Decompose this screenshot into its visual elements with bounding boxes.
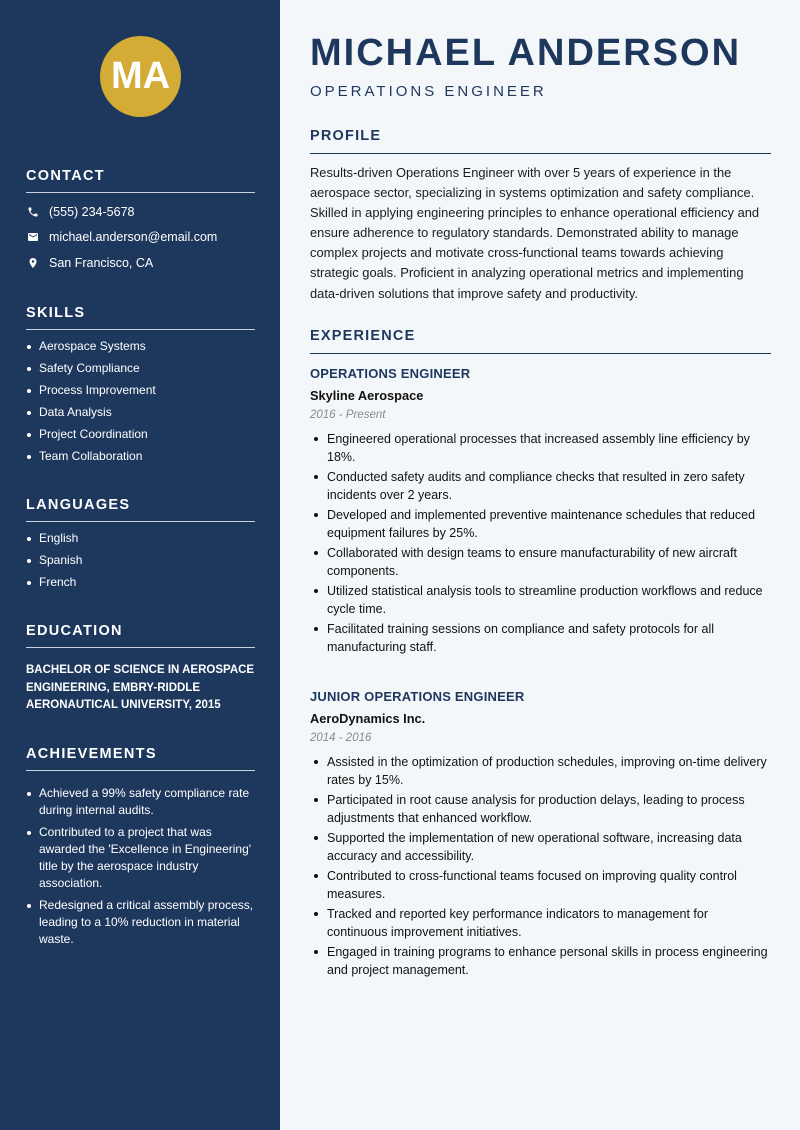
education-text: BACHELOR OF SCIENCE IN AEROSPACE ENGINEERING, EMBRY-RIDDLE AERONAUTICAL UNIVERSITY, 2015: [26, 664, 255, 711]
candidate-title: OPERATIONS ENGINEER: [310, 83, 547, 100]
skill-item: Data Analysis: [26, 404, 255, 421]
job-bullet: Contributed to cross-functional teams focused on improving quality control measures.: [310, 867, 771, 903]
job-bullet: Assisted in the optimization of production schedules, improving on-time delivery rates by 15%.: [310, 753, 771, 789]
contact-section: [26, 168, 255, 276]
job-bullet: Conducted safety audits and compliance checks that resulted in zero safety incidents over 2 years.: [310, 468, 771, 504]
sidebar: [0, 0, 280, 1130]
company-name: AeroDynamics Inc.: [310, 711, 426, 726]
job-bullet: Participated in root cause analysis for production delays, leading to process adjustments that enhanced workflow.: [310, 791, 771, 827]
job-title: OPERATIONS ENGINEER: [310, 366, 471, 381]
skill-item: Project Coordination: [26, 426, 255, 443]
job-bullet: Facilitated training sessions on compliance and safety protocols for all manufacturing staff.: [310, 620, 771, 656]
skills-list: [26, 338, 255, 465]
profile-text: Results-driven Operations Engineer with over 5 years of experience in the aerospace sector, specializing in systems optimization and safety compliance. Skilled in applying engineering principles to enhance operational efficiency and ensure adherence to regulatory standards. Demonstrated ability to manage complex projects and motivate cross-functional teams towards achieving strategic goals. Proficient in analyzing operational metrics and implementing data-driven solutions that improve safety and productivity.: [310, 165, 760, 301]
job-entry: [310, 366, 771, 658]
contact-location: [26, 250, 255, 276]
contact-phone: [26, 199, 255, 225]
job-bullet: Tracked and reported key performance indicators to management for continuous improvement initiatives.: [310, 905, 771, 941]
language-item: French: [26, 574, 255, 591]
achievement-item: Redesigned a critical assembly process, leading to a 10% reduction in material waste.: [26, 897, 255, 948]
experience-heading: EXPERIENCE: [310, 328, 771, 354]
language-item: English: [26, 530, 255, 547]
education-heading: EDUCATION: [26, 623, 255, 648]
job-bullet: Developed and implemented preventive maintenance schedules that reduced equipment failures by 25%.: [310, 506, 771, 542]
job-bullet: Supported the implementation of new operational software, increasing data accuracy and accessibility.: [310, 829, 771, 865]
job-bullets: [310, 753, 771, 979]
job-bullet: Engineered operational processes that increased assembly line efficiency by 18%.: [310, 430, 771, 466]
education-section: [26, 623, 255, 715]
job-dates: 2016 - Present: [310, 409, 386, 421]
job-bullet: Utilized statistical analysis tools to streamline production workflows and reduce cycle time.: [310, 582, 771, 618]
contact-email: [26, 225, 255, 251]
job-dates: 2014 - 2016: [310, 732, 372, 744]
skill-item: Process Improvement: [26, 382, 255, 399]
achievements-list: [26, 785, 255, 948]
languages-section: [26, 497, 255, 596]
email-icon: [26, 230, 40, 244]
skill-item: Safety Compliance: [26, 360, 255, 377]
achievements-heading: ACHIEVEMENTS: [26, 746, 255, 771]
location-text: San Francisco, CA: [49, 255, 154, 270]
achievement-item: Contributed to a project that was awarded the 'Excellence in Engineering' title by the aerospace industry association.: [26, 824, 255, 892]
languages-heading: LANGUAGES: [26, 497, 255, 522]
contact-heading: CONTACT: [26, 168, 255, 193]
job-bullet: Collaborated with design teams to ensure manufacturability of new aircraft components.: [310, 544, 771, 580]
achievement-item: Achieved a 99% safety compliance rate during internal audits.: [26, 785, 255, 819]
job-entry: [310, 689, 771, 981]
company-name: Skyline Aerospace: [310, 388, 424, 403]
phone-icon: [26, 205, 40, 219]
phone-text: (555) 234-5678: [49, 204, 135, 219]
avatar: MA: [100, 36, 181, 117]
location-pin-icon: [26, 256, 40, 270]
achievements-section: [26, 746, 255, 953]
profile-heading: PROFILE: [310, 128, 771, 154]
language-item: Spanish: [26, 552, 255, 569]
candidate-name: MICHAEL ANDERSON: [310, 32, 742, 74]
skill-item: Aerospace Systems: [26, 338, 255, 355]
email-text: michael.anderson@email.com: [49, 230, 218, 245]
skills-section: [26, 305, 255, 470]
skill-item: Team Collaboration: [26, 448, 255, 465]
skills-heading: SKILLS: [26, 305, 255, 330]
job-bullets: [310, 430, 771, 656]
job-title: JUNIOR OPERATIONS ENGINEER: [310, 689, 525, 704]
languages-list: [26, 530, 255, 591]
job-bullet: Engaged in training programs to enhance personal skills in process engineering and project management.: [310, 943, 771, 979]
